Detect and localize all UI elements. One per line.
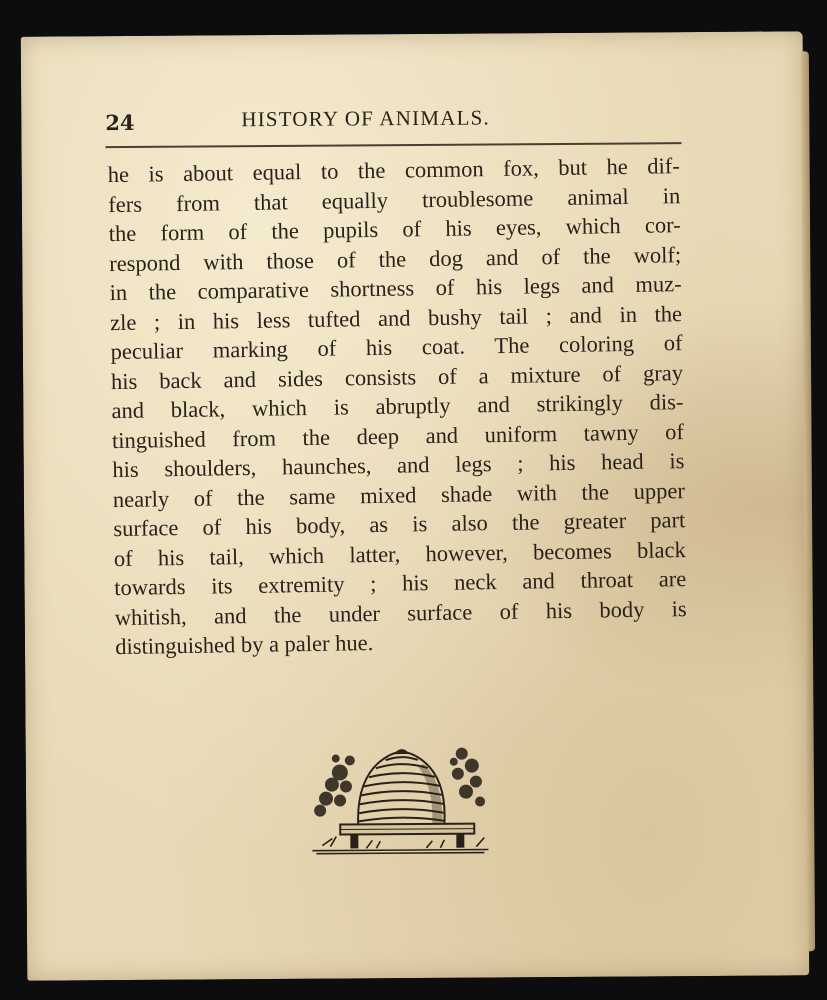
text-line: distinguished by a paler hue.	[115, 630, 374, 660]
text-line: of his tail, which latter, however, becomes black	[113, 536, 686, 571]
header-rule	[105, 142, 681, 148]
text-line: and black, which is abruptly and strikingly dis-	[111, 389, 684, 424]
text-line: his shoulders, haunches, and legs ; his head is	[112, 448, 685, 483]
text-line: whitish, and the under surface of his body is	[114, 595, 687, 630]
text-line: surface of his body, as is also the greater part	[113, 507, 686, 542]
text-line: in the comparative shortness of his legs and muz-	[109, 271, 682, 306]
page-edge	[801, 51, 815, 951]
text-line: tinguished from the deep and uniform tawny of	[111, 418, 685, 453]
text-line: respond with those of the dog and of the wolf;	[108, 241, 682, 276]
text-line: he is about equal to the common fox, but he dif-	[107, 153, 680, 188]
text-line: his back and sides consists of a mixture of gray	[110, 359, 684, 394]
text-line: the form of the pupils of his eyes, which cor-	[108, 212, 681, 247]
text-line: towards its extremity ; his neck and throat are	[114, 566, 687, 601]
text-line: nearly of the same mixed shade with the upper	[112, 477, 686, 512]
text-line: zle ; in his less tufted and bushy tail ; and in the	[109, 300, 683, 335]
beehive-vignette-icon	[305, 713, 494, 856]
text-line: fers from that equally troublesome animal in	[108, 182, 681, 217]
text-line: peculiar marking of his coat. The coloring of	[110, 330, 683, 365]
page-header	[105, 102, 685, 140]
running-title: HISTORY OF ANIMALS.	[241, 105, 490, 132]
body-paragraph	[108, 151, 688, 661]
page-number: 24	[105, 109, 135, 136]
book-page	[21, 31, 810, 980]
